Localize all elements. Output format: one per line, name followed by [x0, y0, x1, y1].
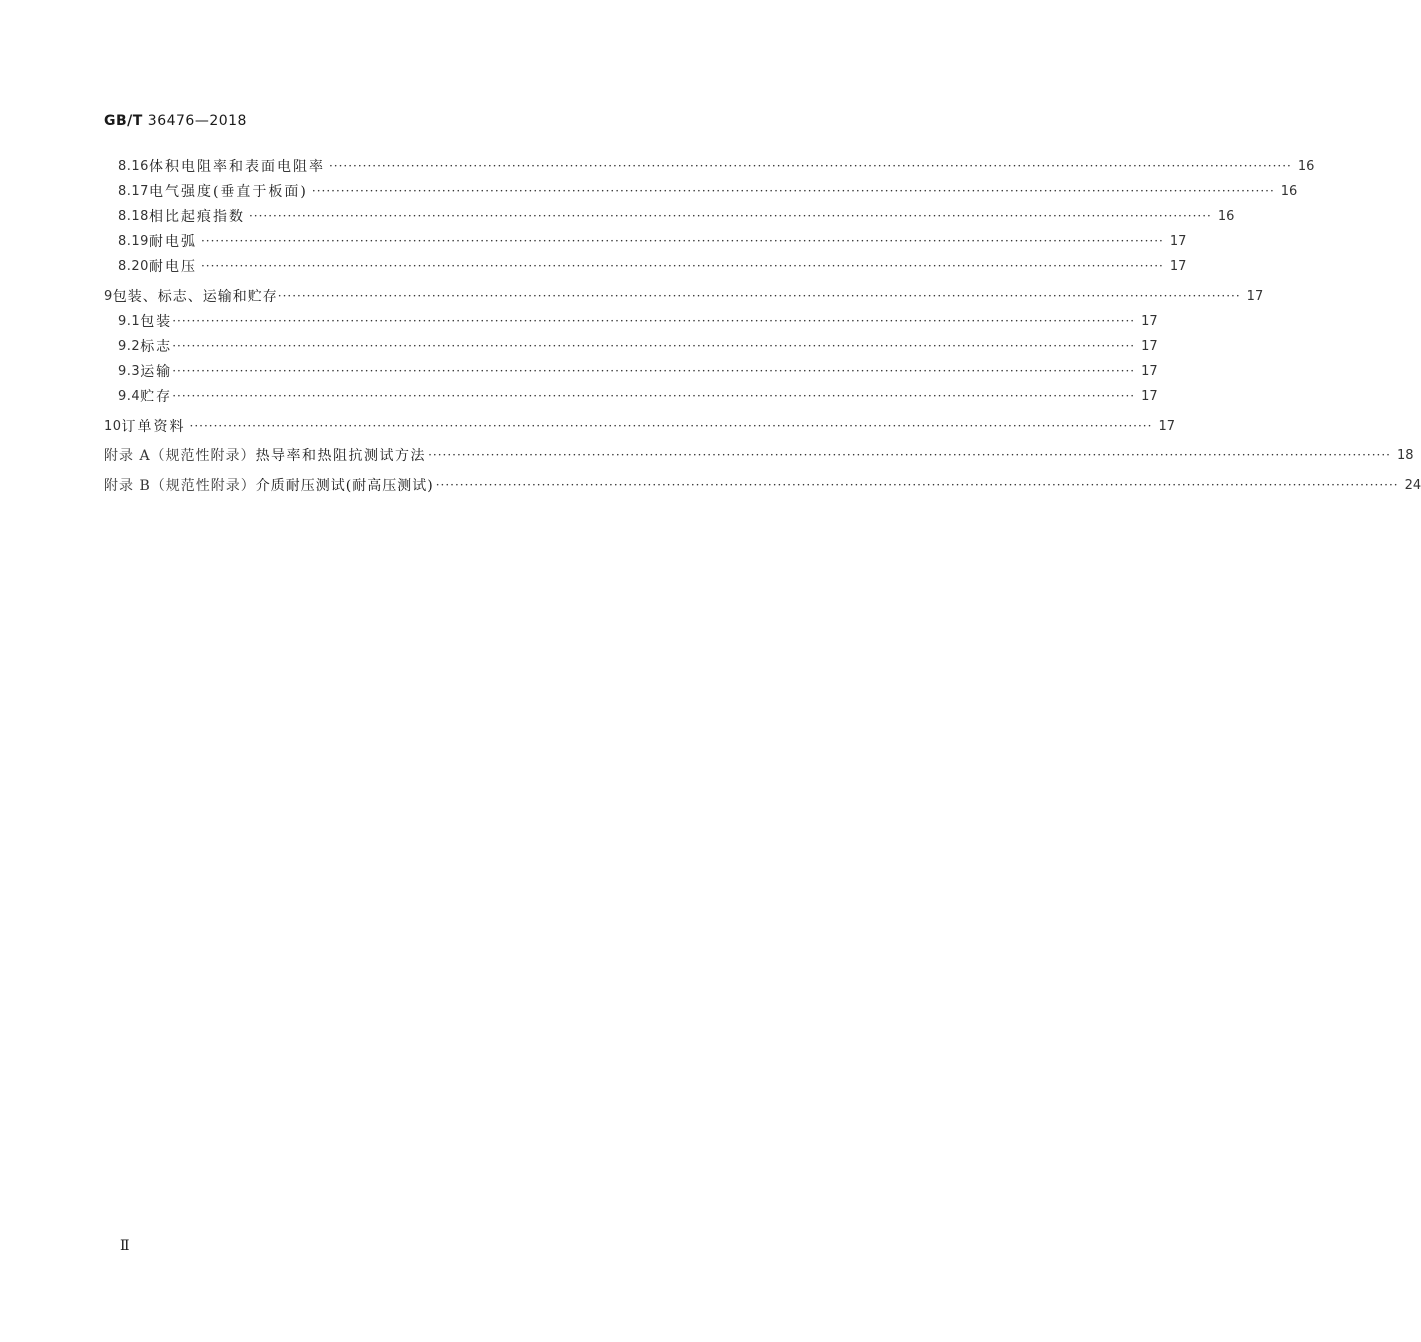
toc-leader-dots: ········································································································································································································: [172, 364, 1136, 378]
toc-entry-number: 附录 B（规范性附录）: [104, 478, 256, 494]
toc-entry-title: 包装、标志、运输和贮存: [112, 289, 278, 305]
toc-entry[interactable]: [118, 385, 1158, 407]
toc-entry-title: 耐电压: [148, 259, 197, 275]
toc-leader-dots: ········································································································································································································: [328, 159, 1292, 173]
toc-entry[interactable]: [118, 255, 1187, 277]
toc-entry[interactable]: [118, 180, 1298, 202]
toc-entry-page: 16: [1217, 208, 1235, 224]
page-number: Ⅱ: [120, 1238, 130, 1254]
toc-leader-dots: ········································································································································································································: [172, 339, 1136, 353]
toc-entry-number: 8.18: [118, 208, 149, 224]
toc-entry-page: 16: [1280, 183, 1298, 199]
toc-entry[interactable]: [104, 285, 1264, 307]
toc-leader-dots: ········································································································································································································: [248, 209, 1212, 223]
toc-entry[interactable]: [118, 205, 1235, 227]
toc-entry-title: 介质耐压测试(耐高压测试): [255, 478, 434, 494]
toc-entry[interactable]: [104, 474, 1421, 496]
toc-entry-title: 运输: [140, 364, 173, 380]
toc-entry[interactable]: [118, 335, 1158, 357]
toc-entry-number: 9.2: [118, 338, 141, 354]
toc-entry-page: 17: [1158, 418, 1175, 434]
toc-entry-title: 标志: [140, 339, 173, 355]
toc-entry-number: 9.1: [118, 313, 141, 329]
standard-code-prefix: GB/T: [104, 113, 143, 129]
toc-leader-dots: ········································································································································································································: [200, 234, 1164, 248]
toc-entry-number: 附录 A（规范性附录）: [104, 448, 256, 464]
toc-entry-title: 贮存: [140, 389, 173, 405]
toc-entry[interactable]: [104, 444, 1414, 466]
toc-entry-page: 17: [1141, 338, 1158, 354]
toc-leader-dots: ········································································································································································································: [189, 419, 1153, 433]
toc-entry-number: 8.19: [118, 233, 149, 249]
toc-entry-title: 电气强度(垂直于板面): [148, 184, 308, 200]
toc-entry-title: 体积电阻率和表面电阻率: [148, 159, 325, 175]
toc-entry-page: 17: [1141, 388, 1158, 404]
toc-leader-dots: ········································································································································································································: [428, 448, 1391, 462]
toc-leader-dots: ········································································································································································································: [311, 184, 1275, 198]
standard-code: [104, 113, 247, 129]
toc-entry[interactable]: [118, 230, 1187, 252]
toc-entry[interactable]: [118, 310, 1158, 332]
toc-leader-dots: ········································································································································································································: [172, 314, 1136, 328]
toc-leader-dots: ········································································································································································································: [435, 478, 1399, 492]
toc-entry-number: 8.16: [118, 158, 149, 174]
toc-entry-number: 8.17: [118, 183, 149, 199]
toc-entry-number: 9: [104, 288, 113, 304]
toc-entry-page: 17: [1141, 363, 1158, 379]
toc-entry-number: 9.4: [118, 388, 141, 404]
toc-leader-dots: ········································································································································································································: [277, 289, 1241, 303]
toc-entry-page: 24: [1404, 477, 1421, 493]
toc-entry-page: 17: [1169, 258, 1187, 274]
toc-entry-number: 9.3: [118, 363, 141, 379]
standard-code-number: 36476—2018: [147, 113, 247, 129]
toc-entry-page: 16: [1297, 158, 1315, 174]
toc-entry-title: 热导率和热阻抗测试方法: [255, 448, 427, 464]
toc-entry-title: 耐电弧: [148, 234, 197, 250]
toc-entry-page: 17: [1141, 313, 1158, 329]
toc-entry-title: 订单资料: [121, 419, 186, 435]
toc-entry-number: 8.20: [118, 258, 149, 274]
toc-entry[interactable]: [118, 155, 1315, 177]
toc-entry-title: 包装: [140, 314, 173, 330]
toc-leader-dots: ········································································································································································································: [200, 259, 1164, 273]
toc-entry-number: 10: [104, 418, 122, 434]
toc-leader-dots: ········································································································································································································: [172, 389, 1136, 403]
toc-entry-page: 18: [1396, 447, 1414, 463]
toc-entry-page: 17: [1169, 233, 1187, 249]
toc-entry-title: 相比起痕指数: [148, 209, 245, 225]
toc-entry[interactable]: [104, 415, 1175, 437]
toc-entry-page: 17: [1246, 288, 1264, 304]
toc-entry[interactable]: [118, 360, 1158, 382]
